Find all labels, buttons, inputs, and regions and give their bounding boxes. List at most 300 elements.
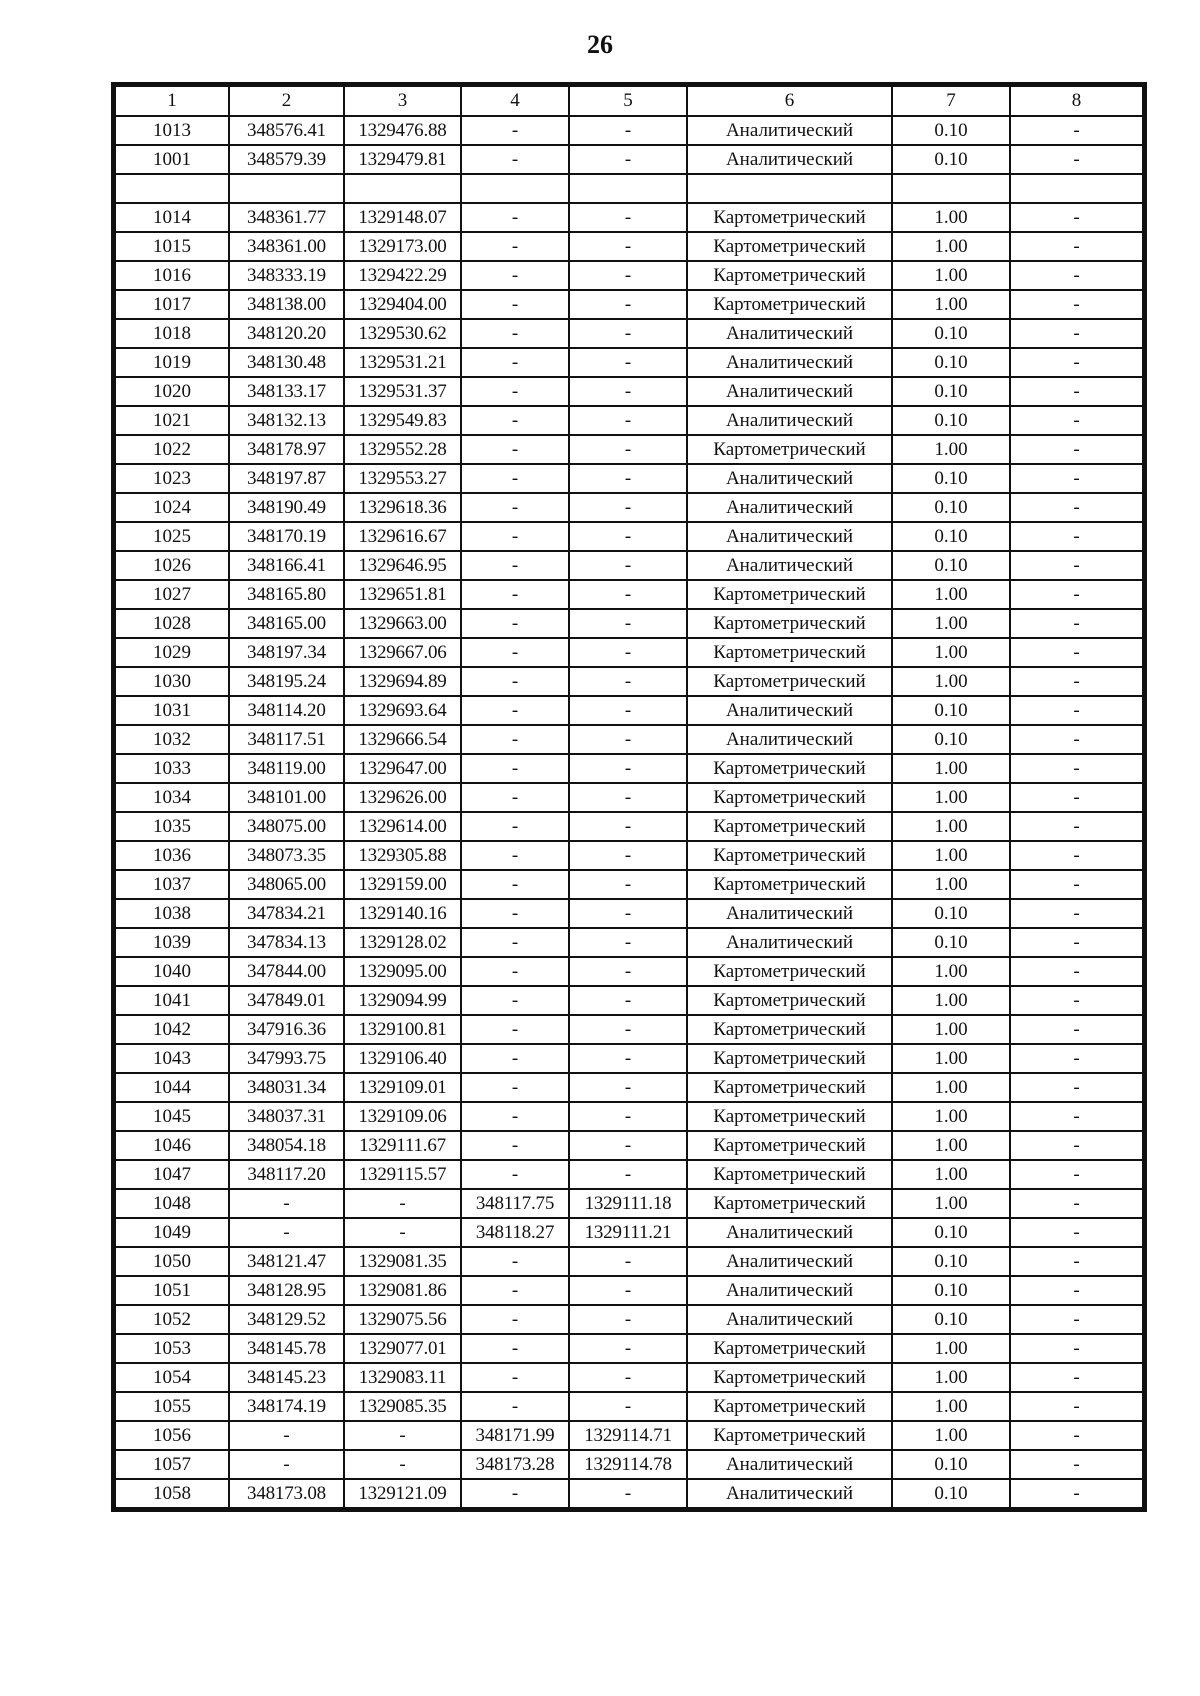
table-row: [115, 812, 1143, 841]
table-cell: 1329651.81: [344, 580, 461, 609]
table-row: [115, 1450, 1143, 1479]
table-cell: 348579.39: [229, 145, 344, 174]
table-cell: -: [569, 580, 687, 609]
table-cell: -: [1010, 522, 1143, 551]
table-cell: -: [461, 957, 569, 986]
table-cell: 1043: [115, 1044, 229, 1073]
table-cell: -: [569, 203, 687, 232]
table-cell: 1027: [115, 580, 229, 609]
table-cell: 1.00: [892, 1160, 1010, 1189]
table-cell: -: [1010, 1276, 1143, 1305]
table-cell: 1.00: [892, 870, 1010, 899]
table-cell: -: [1010, 725, 1143, 754]
table-cell: -: [461, 1363, 569, 1392]
table-cell: 348170.19: [229, 522, 344, 551]
table-cell: 1.00: [892, 667, 1010, 696]
table-cell: -: [461, 841, 569, 870]
table-cell: -: [569, 1479, 687, 1508]
table-cell: 348101.00: [229, 783, 344, 812]
table-cell: 1026: [115, 551, 229, 580]
table-cell: 1051: [115, 1276, 229, 1305]
table-cell: -: [569, 348, 687, 377]
table-cell: 1057: [115, 1450, 229, 1479]
table-header-row: [115, 86, 1143, 116]
table-cell: -: [569, 551, 687, 580]
table-cell: 1329479.81: [344, 145, 461, 174]
table-cell: 348178.97: [229, 435, 344, 464]
table-cell: 348166.41: [229, 551, 344, 580]
table-cell: 348037.31: [229, 1102, 344, 1131]
table-cell: -: [1010, 812, 1143, 841]
table-cell: -: [569, 232, 687, 261]
table-cell: 1039: [115, 928, 229, 957]
table-cell: Картометрический: [687, 1392, 892, 1421]
table-row: [115, 1102, 1143, 1131]
table-cell: 1329159.00: [344, 870, 461, 899]
table-cell: 348138.00: [229, 290, 344, 319]
table-cell: 1329109.01: [344, 1073, 461, 1102]
table-cell: 1.00: [892, 1015, 1010, 1044]
column-header: 7: [892, 86, 1010, 116]
table-cell: 1054: [115, 1363, 229, 1392]
table-cell: 1.00: [892, 1131, 1010, 1160]
table-cell: -: [461, 754, 569, 783]
table-cell: 347844.00: [229, 957, 344, 986]
table-cell: -: [1010, 1015, 1143, 1044]
table-cell: Аналитический: [687, 116, 892, 145]
table-cell: -: [461, 261, 569, 290]
table-row: [115, 1044, 1143, 1073]
table-cell: -: [1010, 986, 1143, 1015]
table-cell: 0.10: [892, 522, 1010, 551]
table-cell: 1019: [115, 348, 229, 377]
table-cell: 347849.01: [229, 986, 344, 1015]
table-cell: 1329626.00: [344, 783, 461, 812]
table-cell: 347993.75: [229, 1044, 344, 1073]
table-cell: 1021: [115, 406, 229, 435]
table-cell: 1329666.54: [344, 725, 461, 754]
table-cell: Аналитический: [687, 348, 892, 377]
table-cell: -: [569, 145, 687, 174]
table-cell: -: [461, 116, 569, 145]
table-row: [115, 783, 1143, 812]
table-cell: -: [569, 696, 687, 725]
table-cell: 1329111.67: [344, 1131, 461, 1160]
table-cell: Картометрический: [687, 290, 892, 319]
table-cell: -: [1010, 696, 1143, 725]
table-cell: 1038: [115, 899, 229, 928]
table-cell: -: [569, 1363, 687, 1392]
table-cell: 1.00: [892, 754, 1010, 783]
table-cell: -: [461, 522, 569, 551]
table-cell: 1022: [115, 435, 229, 464]
table-cell: 1.00: [892, 435, 1010, 464]
table-cell: -: [229, 1421, 344, 1450]
table-cell: [461, 174, 569, 203]
table-cell: 1329694.89: [344, 667, 461, 696]
table-row: [115, 348, 1143, 377]
table-cell: -: [569, 870, 687, 899]
table-cell: -: [461, 1044, 569, 1073]
table-cell: 0.10: [892, 493, 1010, 522]
table-cell: -: [344, 1450, 461, 1479]
table-row: [115, 1276, 1143, 1305]
table-cell: -: [1010, 1102, 1143, 1131]
table-cell: [687, 174, 892, 203]
table-cell: 348129.52: [229, 1305, 344, 1334]
table-cell: 1329077.01: [344, 1334, 461, 1363]
table-cell: Аналитический: [687, 464, 892, 493]
table-cell: -: [461, 928, 569, 957]
table-cell: -: [1010, 667, 1143, 696]
table-cell: -: [461, 1131, 569, 1160]
column-header: 5: [569, 86, 687, 116]
table-row: [115, 667, 1143, 696]
table-row: [115, 1073, 1143, 1102]
table-cell: 1045: [115, 1102, 229, 1131]
table-cell: -: [461, 1392, 569, 1421]
table-cell: Картометрический: [687, 870, 892, 899]
table-cell: 1056: [115, 1421, 229, 1450]
table-cell: -: [1010, 1421, 1143, 1450]
table-cell: -: [569, 667, 687, 696]
table-cell: Картометрический: [687, 957, 892, 986]
table-cell: -: [1010, 957, 1143, 986]
table-cell: -: [1010, 638, 1143, 667]
table-cell: 1329148.07: [344, 203, 461, 232]
table-cell: 0.10: [892, 348, 1010, 377]
table-cell: -: [569, 522, 687, 551]
table-row: [115, 174, 1143, 203]
table-cell: 1034: [115, 783, 229, 812]
table-cell: 1329531.21: [344, 348, 461, 377]
table-row: [115, 464, 1143, 493]
table-cell: 1033: [115, 754, 229, 783]
table-cell: 1329173.00: [344, 232, 461, 261]
table-cell: -: [1010, 1392, 1143, 1421]
table-cell: 348190.49: [229, 493, 344, 522]
table-cell: Картометрический: [687, 580, 892, 609]
table-row: [115, 116, 1143, 145]
table-cell: [115, 174, 229, 203]
table-cell: 0.10: [892, 725, 1010, 754]
table-cell: Аналитический: [687, 1247, 892, 1276]
table-cell: [569, 174, 687, 203]
table-cell: Картометрический: [687, 986, 892, 1015]
table-cell: -: [1010, 928, 1143, 957]
table-cell: Аналитический: [687, 725, 892, 754]
table-cell: -: [461, 435, 569, 464]
table-cell: -: [569, 261, 687, 290]
table-row: [115, 899, 1143, 928]
table-row: [115, 609, 1143, 638]
table-cell: 1329081.35: [344, 1247, 461, 1276]
table-cell: Аналитический: [687, 899, 892, 928]
table-cell: 348119.00: [229, 754, 344, 783]
table-cell: 348173.08: [229, 1479, 344, 1508]
table-cell: 1053: [115, 1334, 229, 1363]
table-cell: -: [1010, 609, 1143, 638]
column-header: 2: [229, 86, 344, 116]
table-cell: 348165.80: [229, 580, 344, 609]
table-cell: -: [461, 1015, 569, 1044]
table-cell: 348117.75: [461, 1189, 569, 1218]
table-cell: -: [569, 319, 687, 348]
table-row: [115, 406, 1143, 435]
table-cell: Картометрический: [687, 203, 892, 232]
table-cell: -: [461, 551, 569, 580]
table-cell: [892, 174, 1010, 203]
table-cell: -: [1010, 116, 1143, 145]
table-cell: 348361.00: [229, 232, 344, 261]
table-cell: -: [1010, 754, 1143, 783]
table-cell: -: [461, 1160, 569, 1189]
table-cell: -: [569, 899, 687, 928]
table-cell: 1.00: [892, 1044, 1010, 1073]
table-cell: -: [1010, 1218, 1143, 1247]
table-row: [115, 1363, 1143, 1392]
table-cell: 348075.00: [229, 812, 344, 841]
table-cell: 1015: [115, 232, 229, 261]
column-header: 3: [344, 86, 461, 116]
table-cell: Картометрический: [687, 841, 892, 870]
table-cell: 1052: [115, 1305, 229, 1334]
table-cell: -: [1010, 1189, 1143, 1218]
table-cell: 0.10: [892, 1479, 1010, 1508]
table-cell: 1.00: [892, 1421, 1010, 1450]
table-cell: -: [569, 754, 687, 783]
table-cell: Картометрический: [687, 609, 892, 638]
table-row: [115, 290, 1143, 319]
table-cell: -: [461, 667, 569, 696]
table-cell: -: [1010, 435, 1143, 464]
table-cell: -: [461, 986, 569, 1015]
table-cell: 1040: [115, 957, 229, 986]
table-row: [115, 725, 1143, 754]
table-row: [115, 1218, 1143, 1247]
table-row: [115, 1247, 1143, 1276]
table-row: [115, 145, 1143, 174]
table-cell: -: [1010, 377, 1143, 406]
table-cell: 1041: [115, 986, 229, 1015]
table-cell: 1329075.56: [344, 1305, 461, 1334]
table-cell: 1329085.35: [344, 1392, 461, 1421]
table-cell: [344, 174, 461, 203]
table-cell: Картометрический: [687, 1102, 892, 1131]
table-cell: -: [1010, 319, 1143, 348]
table-cell: 1.00: [892, 1073, 1010, 1102]
table-cell: 348128.95: [229, 1276, 344, 1305]
table-cell: 1329081.86: [344, 1276, 461, 1305]
table-cell: -: [569, 493, 687, 522]
table-cell: 1014: [115, 203, 229, 232]
table-cell: 0.10: [892, 1218, 1010, 1247]
table-cell: 1046: [115, 1131, 229, 1160]
table-cell: 1055: [115, 1392, 229, 1421]
table-cell: 348065.00: [229, 870, 344, 899]
table-cell: 1329111.21: [569, 1218, 687, 1247]
table-cell: 1016: [115, 261, 229, 290]
table-cell: -: [1010, 1363, 1143, 1392]
table-cell: 348130.48: [229, 348, 344, 377]
table-cell: Картометрический: [687, 667, 892, 696]
table-cell: -: [569, 812, 687, 841]
table-cell: 348133.17: [229, 377, 344, 406]
table-cell: -: [461, 348, 569, 377]
table-cell: -: [461, 1073, 569, 1102]
table-cell: Картометрический: [687, 812, 892, 841]
table-cell: -: [569, 464, 687, 493]
page-number: 26: [587, 30, 613, 59]
table-cell: 1329552.28: [344, 435, 461, 464]
table-cell: Аналитический: [687, 1305, 892, 1334]
table-cell: 1329121.09: [344, 1479, 461, 1508]
table-cell: Картометрический: [687, 1421, 892, 1450]
table-cell: -: [569, 377, 687, 406]
table-cell: -: [1010, 406, 1143, 435]
table-cell: 0.10: [892, 551, 1010, 580]
table-cell: -: [1010, 1305, 1143, 1334]
table-cell: -: [1010, 203, 1143, 232]
table-cell: 0.10: [892, 899, 1010, 928]
table-row: [115, 1160, 1143, 1189]
table-cell: -: [461, 464, 569, 493]
table-row: [115, 1015, 1143, 1044]
table-cell: -: [569, 1131, 687, 1160]
table-cell: 0.10: [892, 696, 1010, 725]
table-cell: -: [1010, 1247, 1143, 1276]
column-header: 6: [687, 86, 892, 116]
table-cell: 1329663.00: [344, 609, 461, 638]
table-cell: -: [1010, 1044, 1143, 1073]
table-cell: -: [1010, 232, 1143, 261]
table-row: [115, 1421, 1143, 1450]
table-cell: -: [461, 725, 569, 754]
table-body: [115, 116, 1143, 1508]
table-cell: 0.10: [892, 928, 1010, 957]
table-cell: 1023: [115, 464, 229, 493]
table-cell: 1018: [115, 319, 229, 348]
table-cell: Аналитический: [687, 1450, 892, 1479]
table-cell: 1031: [115, 696, 229, 725]
table-cell: 1329114.78: [569, 1450, 687, 1479]
table-cell: 348165.00: [229, 609, 344, 638]
table-cell: 348114.20: [229, 696, 344, 725]
table-cell: Аналитический: [687, 1479, 892, 1508]
table-cell: 1329095.00: [344, 957, 461, 986]
table-cell: Аналитический: [687, 928, 892, 957]
table-cell: -: [229, 1450, 344, 1479]
table-cell: 1.00: [892, 1363, 1010, 1392]
table-cell: -: [569, 1073, 687, 1102]
table-row: [115, 1305, 1143, 1334]
table-cell: -: [1010, 580, 1143, 609]
table-cell: -: [1010, 1334, 1143, 1363]
table-cell: Аналитический: [687, 319, 892, 348]
table-cell: 1329549.83: [344, 406, 461, 435]
table-cell: 347834.21: [229, 899, 344, 928]
table-cell: 1329114.71: [569, 1421, 687, 1450]
table-cell: 348054.18: [229, 1131, 344, 1160]
table-cell: -: [569, 406, 687, 435]
table-cell: 1.00: [892, 1102, 1010, 1131]
table-cell: 1329083.11: [344, 1363, 461, 1392]
table-cell: 1030: [115, 667, 229, 696]
table-cell: 1.00: [892, 290, 1010, 319]
table-cell: Картометрический: [687, 638, 892, 667]
table-cell: Картометрический: [687, 1131, 892, 1160]
table-cell: 348073.35: [229, 841, 344, 870]
column-header: 8: [1010, 86, 1143, 116]
table-cell: 1028: [115, 609, 229, 638]
table-row: [115, 203, 1143, 232]
table-cell: 348576.41: [229, 116, 344, 145]
table-cell: -: [1010, 841, 1143, 870]
table-cell: 1329476.88: [344, 116, 461, 145]
table-cell: 1.00: [892, 1189, 1010, 1218]
table-row: [115, 551, 1143, 580]
table-cell: -: [569, 435, 687, 464]
table-cell: 1.00: [892, 580, 1010, 609]
table-cell: 1029: [115, 638, 229, 667]
coordinates-table: [114, 85, 1144, 1509]
table-cell: -: [569, 290, 687, 319]
table-cell: -: [1010, 290, 1143, 319]
table-cell: 1329404.00: [344, 290, 461, 319]
table-cell: 0.10: [892, 319, 1010, 348]
table-cell: -: [461, 232, 569, 261]
table-row: [115, 638, 1143, 667]
table-row: [115, 928, 1143, 957]
table-cell: -: [461, 203, 569, 232]
table-cell: -: [461, 290, 569, 319]
table-cell: 0.10: [892, 406, 1010, 435]
table-cell: 348031.34: [229, 1073, 344, 1102]
table-row: [115, 261, 1143, 290]
table-cell: 1.00: [892, 203, 1010, 232]
table-cell: 1.00: [892, 1392, 1010, 1421]
table-cell: 0.10: [892, 377, 1010, 406]
table-cell: 1329616.67: [344, 522, 461, 551]
table-cell: -: [569, 116, 687, 145]
table-cell: 1.00: [892, 841, 1010, 870]
table-cell: -: [569, 638, 687, 667]
table-cell: Картометрический: [687, 1334, 892, 1363]
table-cell: -: [229, 1218, 344, 1247]
table-cell: 1017: [115, 290, 229, 319]
table-cell: Картометрический: [687, 435, 892, 464]
table-cell: 1042: [115, 1015, 229, 1044]
table-cell: -: [461, 377, 569, 406]
table-cell: 348145.23: [229, 1363, 344, 1392]
table-row: [115, 522, 1143, 551]
table-cell: Картометрический: [687, 1073, 892, 1102]
column-header: 1: [115, 86, 229, 116]
table-cell: 1025: [115, 522, 229, 551]
table-cell: 348361.77: [229, 203, 344, 232]
table-cell: 347834.13: [229, 928, 344, 957]
table-cell: -: [569, 1392, 687, 1421]
table-row: [115, 319, 1143, 348]
table-cell: 1013: [115, 116, 229, 145]
table-cell: -: [569, 1044, 687, 1073]
table-cell: Аналитический: [687, 493, 892, 522]
table-cell: 0.10: [892, 145, 1010, 174]
table-cell: 1329646.95: [344, 551, 461, 580]
table-cell: 348173.28: [461, 1450, 569, 1479]
table-cell: -: [569, 609, 687, 638]
table-cell: -: [1010, 870, 1143, 899]
